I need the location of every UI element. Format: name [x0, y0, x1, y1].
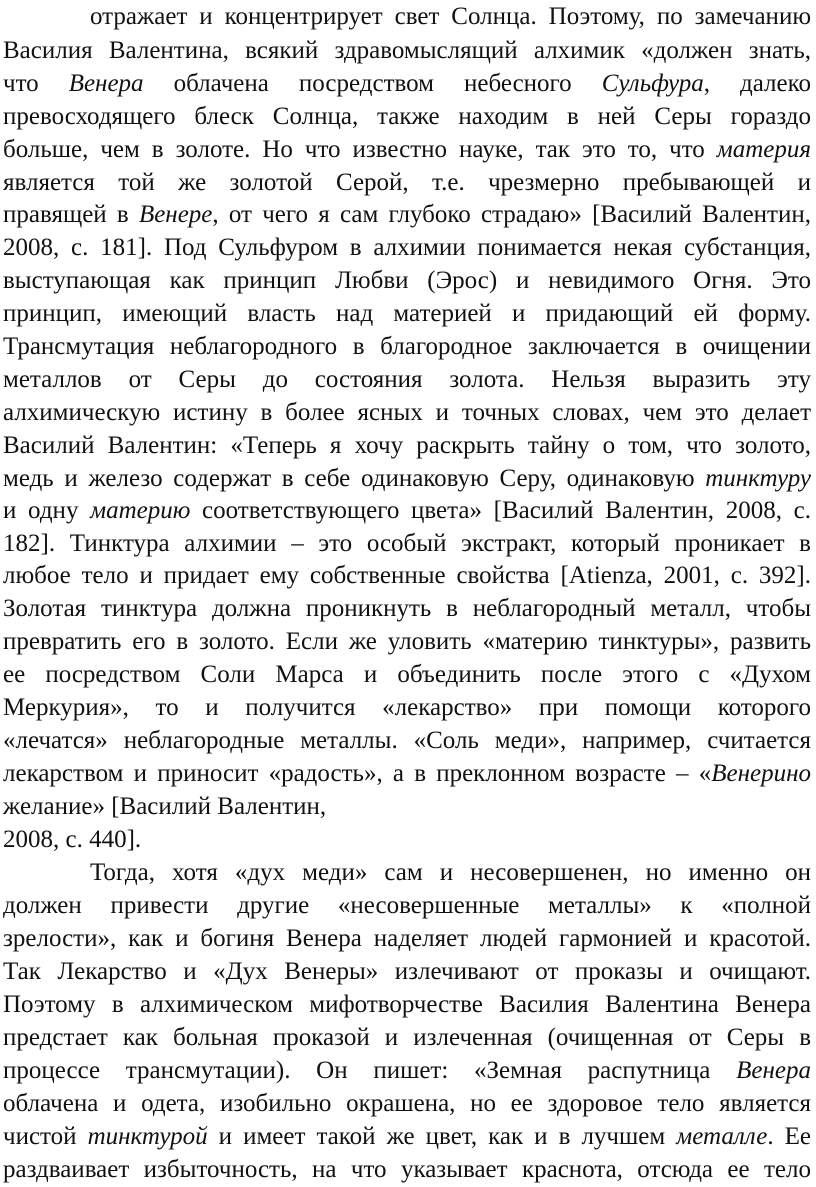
text-run: принцип, имеющий власть над материей и придающий ей форму.	[3, 300, 811, 327]
text-run: облачена и одета, изобильно окрашена, но ее здоровое тело является	[3, 1090, 811, 1117]
text-line	[3, 34, 811, 68]
text-line	[3, 67, 811, 101]
text-run: что	[3, 70, 69, 97]
text-run: металлов от Серы до состояния золота. Нельзя выразить эту	[3, 366, 811, 393]
italic-text: Венерино	[711, 760, 811, 787]
text-line	[3, 396, 811, 430]
text-run: превосходящего блеск Солнца, также находим в ней Серы гораздо	[3, 103, 811, 130]
text-run: Золотая тинктура должна проникнуть в неблагородный металл, чтобы	[3, 595, 811, 622]
text-run: и одну	[3, 497, 91, 524]
text-run: лекарством и приносит «радость», а в преклонном возрасте – «	[3, 760, 712, 787]
italic-text: металле	[676, 1123, 768, 1150]
text-line	[3, 757, 811, 791]
text-line	[3, 988, 811, 1022]
text-run: любое тело и придает ему собственные свойства [Atienza, 2001, с. 392].	[3, 562, 811, 589]
text-run: процессе трансмутации). Он пишет: «Земная распутница	[3, 1057, 737, 1084]
text-line	[3, 625, 811, 659]
text-line	[90, 856, 811, 890]
text-run: алхимическую истину в более ясных и точных словах, чем это делает	[3, 399, 811, 426]
text-run: Тогда, хотя «дух меди» сам и несовершенен, но именно он	[90, 859, 811, 886]
text-line	[3, 922, 811, 956]
text-run: Василий Валентин: «Теперь я хочу раскрыть тайну о том, что золото,	[3, 432, 811, 459]
italic-text: Венера	[736, 1057, 811, 1084]
italic-text: Венера	[68, 70, 144, 97]
text-line	[3, 1054, 811, 1088]
text-line	[3, 198, 811, 232]
text-run: предстает как больная проказой и излеченная (очищенная от Серы в	[3, 1024, 811, 1051]
text-line	[3, 231, 811, 265]
text-line	[3, 790, 811, 824]
text-line	[3, 133, 811, 167]
text-line	[3, 691, 811, 725]
text-run: , от чего я сам глубоко страдаю» [Василий Валентин,	[212, 201, 811, 228]
text-run: облачена посредством небесного	[143, 70, 602, 97]
text-line	[3, 658, 811, 692]
italic-text: Венере	[138, 201, 213, 228]
text-run: является той же золотой Серой, т.е. чрезмерно пребывающей и	[3, 169, 811, 196]
text-line	[90, 0, 811, 34]
text-run: 2008, с. 181]. Под Сульфуром в алхимии понимается некая субстанция,	[3, 234, 811, 261]
text-line	[3, 429, 811, 463]
text-line	[3, 264, 811, 298]
text-line	[3, 1153, 811, 1187]
text-run: Трансмутация неблагородного в благородное заключается в очищении	[3, 333, 811, 360]
text-line	[3, 955, 811, 989]
text-run: выступающая как принцип Любви (Эрос) и невидимого Огня. Это	[3, 267, 811, 294]
text-line	[3, 494, 811, 528]
text-run: желание» [Василий Валентин,	[3, 793, 327, 820]
text-run: 182]. Тинктура алхимии – это особый экстракт, который проникает в	[3, 530, 811, 557]
italic-text: тинктурой	[87, 1123, 208, 1150]
text-run: и имеет такой же цвет, как и в лучшем	[207, 1123, 677, 1150]
italic-text: материя	[716, 136, 811, 163]
text-run: «лечатся» неблагородные металлы. «Соль меди», например, считается	[3, 727, 811, 754]
text-line	[3, 363, 811, 397]
italic-text: Сульфура	[601, 70, 704, 97]
text-run: зрелости», как и богиня Венера наделяет людей гармонией и красотой.	[3, 925, 811, 952]
text-run: правящей в	[3, 201, 139, 228]
text-line	[3, 1021, 811, 1055]
text-run: , далеко	[703, 70, 812, 97]
text-run: . Ее	[767, 1123, 812, 1150]
text-line	[3, 527, 811, 561]
text-line	[3, 823, 811, 857]
text-line	[3, 330, 811, 364]
text-run: отражает и концентрирует свет Солнца. Поэтому, по замечанию	[90, 3, 811, 30]
text-run: чистой	[3, 1123, 88, 1150]
text-run: ее посредством Соли Марса и объединить после этого с «Духом	[3, 661, 811, 688]
italic-text: тинктуру	[705, 465, 811, 492]
text-run: Так Лекарство и «Дух Венеры» излечивают от проказы и очищают.	[3, 958, 811, 985]
text-run: медь и железо содержат в себе одинаковую Серу, одинаковую	[3, 465, 706, 492]
text-run: должен привести другие «несовершенные металлы» к «полной	[3, 892, 811, 919]
text-line	[3, 1120, 811, 1154]
text-run: соответствующего цвета» [Василий Валентин, 2008, с.	[190, 497, 811, 524]
text-line	[3, 724, 811, 758]
text-line	[3, 462, 811, 496]
text-run: Меркурия», то и получится «лекарство» при помощи которого	[3, 694, 811, 721]
text-run: превратить его в золото. Если же уловить «материю тинктуры», развить	[3, 628, 811, 655]
text-line	[3, 100, 811, 134]
text-line	[3, 889, 811, 923]
text-run: Василия Валентина, всякий здравомыслящий алхимик «должен знать,	[3, 37, 811, 64]
italic-text: материю	[90, 497, 191, 524]
text-run: раздваивает избыточность, на что указывает краснота, отсюда ее тело	[3, 1156, 811, 1183]
text-line	[3, 166, 811, 200]
text-line	[3, 592, 811, 626]
text-run: больше, чем в золоте. Но что известно науке, так это то, что	[3, 136, 717, 163]
text-run: 2008, с. 440].	[3, 826, 142, 853]
text-run: Поэтому в алхимическом мифотворчестве Василия Валентина Венера	[3, 991, 811, 1018]
text-line	[3, 1087, 811, 1121]
text-line	[3, 559, 811, 593]
text-line	[3, 297, 811, 331]
